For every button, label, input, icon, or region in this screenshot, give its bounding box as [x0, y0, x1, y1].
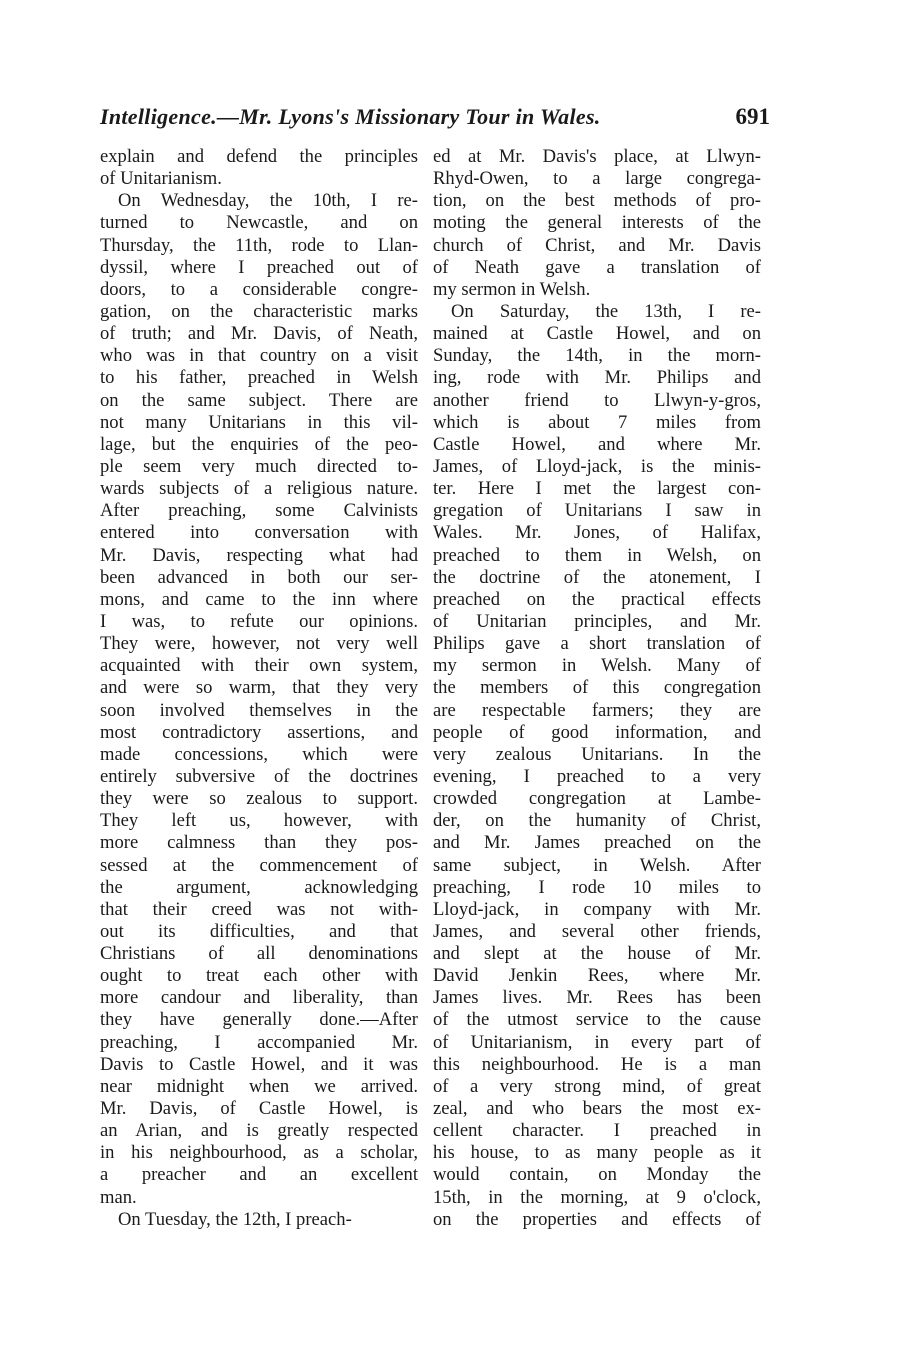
text-line: Mr. Davis, of Castle Howel, is	[100, 1098, 418, 1120]
text-line: crowded congregation at Lambe-	[433, 788, 761, 810]
text-line: of the utmost service to the cause	[433, 1009, 761, 1031]
text-line: Rhyd-Owen, to a large congrega-	[433, 168, 761, 190]
left-column	[100, 146, 418, 1231]
text-line: Thursday, the 11th, rode to Llan-	[100, 234, 418, 256]
text-line: man.	[100, 1186, 137, 1208]
text-line: On Wednesday, the 10th, I re-	[118, 190, 418, 212]
text-line: tion, on the best methods of pro-	[433, 190, 761, 212]
text-line: of Unitarian principles, and Mr.	[433, 610, 761, 632]
text-line: out its difficulties, and that	[100, 920, 418, 942]
text-line: Lloyd-jack, in company with Mr.	[433, 898, 761, 920]
text-line: and slept at the house of Mr.	[433, 943, 761, 965]
text-line: I was, to refute our opinions.	[100, 610, 418, 632]
text-line: ed at Mr. Davis's place, at Llwyn-	[433, 146, 761, 167]
text-line: After preaching, some Calvinists	[100, 500, 418, 522]
text-line: an Arian, and is greatly respected	[100, 1120, 418, 1142]
text-line: mons, and came to the inn where	[100, 588, 418, 610]
text-line: the members of this congregation	[433, 677, 761, 699]
text-line: church of Christ, and Mr. Davis	[433, 234, 761, 256]
right-column	[433, 146, 761, 1231]
text-line: explain and defend the principles	[100, 146, 418, 167]
text-line: this neighbourhood. He is a man	[433, 1053, 761, 1075]
text-line: a preacher and an excellent	[100, 1164, 418, 1186]
text-line: preached on the practical effects	[433, 588, 761, 610]
text-line: wards subjects of a religious nature.	[100, 478, 418, 500]
text-line: Philips gave a short translation of	[433, 633, 761, 655]
text-line: Davis to Castle Howel, and it was	[100, 1053, 418, 1075]
text-line: Wales. Mr. Jones, of Halifax,	[433, 522, 761, 544]
text-line: of Unitarianism, in every part of	[433, 1031, 761, 1053]
text-line: been advanced in both our ser-	[100, 566, 418, 588]
text-line: mained at Castle Howel, and on	[433, 323, 761, 345]
text-line: preaching, I rode 10 miles to	[433, 876, 761, 898]
text-line: 15th, in the morning, at 9 o'clock,	[433, 1186, 761, 1208]
text-line: ple seem very much directed to-	[100, 455, 418, 477]
text-line: Christians of all denominations	[100, 943, 418, 965]
text-line: David Jenkin Rees, where Mr.	[433, 965, 761, 987]
text-line: evening, I preached to a very	[433, 765, 761, 787]
text-line: entirely subversive of the doctrines	[100, 765, 418, 787]
text-line: dyssil, where I preached out of	[100, 256, 418, 278]
text-line: of truth; and Mr. Davis, of Neath,	[100, 323, 418, 345]
text-line: of Unitarianism.	[100, 168, 222, 190]
text-line: my sermon in Welsh. Many of	[433, 655, 761, 677]
text-line: who was in that country on a visit	[100, 345, 418, 367]
text-line: On Tuesday, the 12th, I preach-	[118, 1208, 352, 1230]
text-line: of Neath gave a translation of	[433, 256, 761, 278]
text-line: and Mr. James preached on the	[433, 832, 761, 854]
text-line: that their creed was not with-	[100, 898, 418, 920]
text-line: not many Unitarians in this vil-	[100, 411, 418, 433]
text-line: most contradictory assertions, and	[100, 721, 418, 743]
text-line: another friend to Llwyn-y-gros,	[433, 389, 761, 411]
text-line: zeal, and who bears the most ex-	[433, 1098, 761, 1120]
text-line: are respectable farmers; they are	[433, 699, 761, 721]
text-line: preaching, I accompanied Mr.	[100, 1031, 418, 1053]
text-line: entered into conversation with	[100, 522, 418, 544]
text-line: doors, to a considerable congre-	[100, 278, 418, 300]
text-line: the argument, acknowledging	[100, 876, 418, 898]
text-line: would contain, on Monday the	[433, 1164, 761, 1186]
text-line: made concessions, which were	[100, 743, 418, 765]
text-line: gregation of Unitarians I saw in	[433, 500, 761, 522]
text-line: preached to them in Welsh, on	[433, 544, 761, 566]
text-line: more calmness than they pos-	[100, 832, 418, 854]
text-line: Mr. Davis, respecting what had	[100, 544, 418, 566]
text-line: cellent character. I preached in	[433, 1120, 761, 1142]
text-line: sessed at the commencement of	[100, 854, 418, 876]
text-line: James lives. Mr. Rees has been	[433, 987, 761, 1009]
text-line: to his father, preached in Welsh	[100, 367, 418, 389]
text-line: lage, but the enquiries of the peo-	[100, 433, 418, 455]
text-line: James, of Lloyd-jack, is the minis-	[433, 455, 761, 477]
text-line: which is about 7 miles from	[433, 411, 761, 433]
text-line: the doctrine of the atonement, I	[433, 566, 761, 588]
text-line: of a very strong mind, of great	[433, 1075, 761, 1097]
text-line: Sunday, the 14th, in the morn-	[433, 345, 761, 367]
text-line: people of good information, and	[433, 721, 761, 743]
text-line: On Saturday, the 13th, I re-	[451, 300, 761, 322]
text-line: James, and several other friends,	[433, 920, 761, 942]
running-title: Intelligence.—Mr. Lyons's Missionary Tour in Wales.	[100, 104, 601, 129]
text-line: near midnight when we arrived.	[100, 1075, 418, 1097]
text-line: They left us, however, with	[100, 810, 418, 832]
text-line: ought to treat each other with	[100, 965, 418, 987]
text-line: they were so zealous to support.	[100, 788, 418, 810]
text-line: They were, however, not very well	[100, 633, 418, 655]
text-line: gation, on the characteristic marks	[100, 300, 418, 322]
text-line: moting the general interests of the	[433, 212, 761, 234]
text-line: ing, rode with Mr. Philips and	[433, 367, 761, 389]
text-line: my sermon in Welsh.	[433, 278, 591, 300]
running-head	[100, 104, 770, 130]
text-line: same subject, in Welsh. After	[433, 854, 761, 876]
text-line: turned to Newcastle, and on	[100, 212, 418, 234]
text-line: on the same subject. There are	[100, 389, 418, 411]
text-line: they have generally done.—After	[100, 1009, 418, 1031]
page-number: 691	[735, 104, 770, 129]
text-line: der, on the humanity of Christ,	[433, 810, 761, 832]
text-line: very zealous Unitarians. In the	[433, 743, 761, 765]
text-line: his house, to as many people as it	[433, 1142, 761, 1164]
text-line: acquainted with their own system,	[100, 655, 418, 677]
text-line: and were so warm, that they very	[100, 677, 418, 699]
text-line: more candour and liberality, than	[100, 987, 418, 1009]
text-line: in his neighbourhood, as a scholar,	[100, 1142, 418, 1164]
text-line: Castle Howel, and where Mr.	[433, 433, 761, 455]
text-line: ter. Here I met the largest con-	[433, 478, 761, 500]
text-line: on the properties and effects of	[433, 1208, 761, 1230]
text-line: soon involved themselves in the	[100, 699, 418, 721]
